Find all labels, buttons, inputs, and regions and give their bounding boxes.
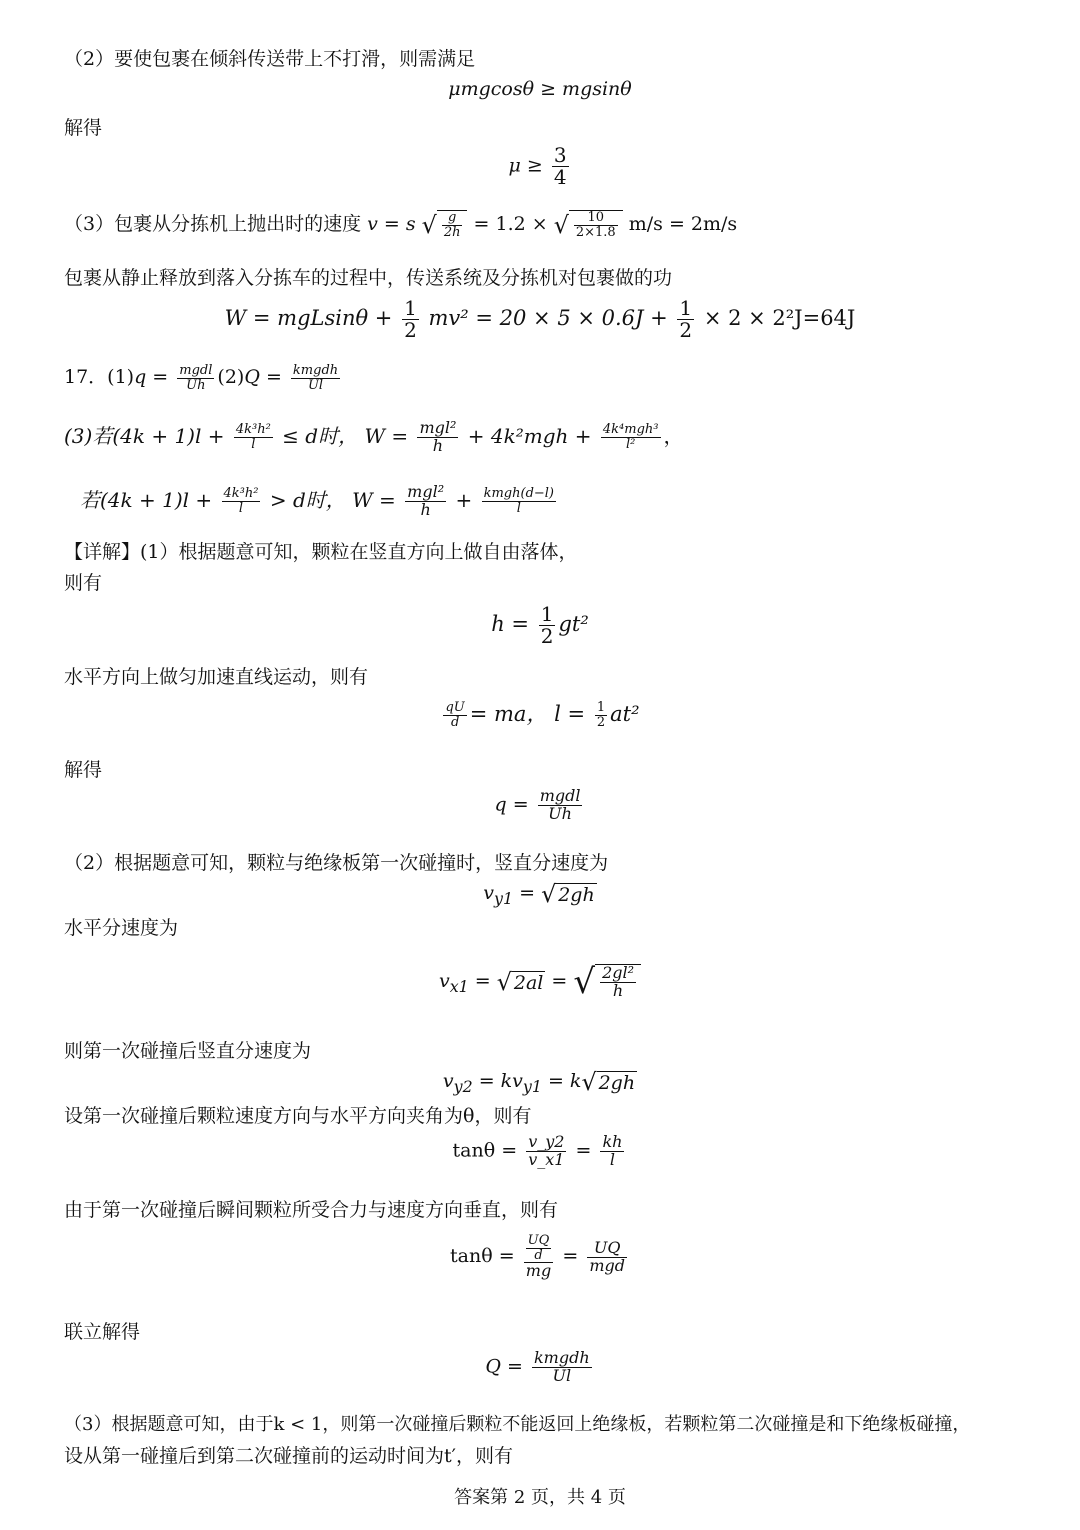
text-line-part3: （3）根据题意可知，由于k < 1，则第一次碰撞后颗粒不能返回上绝缘板，若颗粒第二次碰撞是和下绝缘板碰撞，: [64, 1414, 971, 1435]
fraction: $\frac{\text{4k³h²}}{l}$: [223, 486, 259, 516]
eq-vy2-sub: y2: [453, 1076, 473, 1096]
eq-l-lhs: l =: [554, 702, 586, 726]
text-line-perpendicular: 由于第一次碰撞后瞬间颗粒所受合力与速度方向垂直，则有: [64, 1199, 559, 1221]
case2-plus: +: [455, 488, 473, 512]
answer-17-part3-case2: [80, 484, 559, 519]
eq-vx1-v: v: [438, 970, 450, 992]
eq-tan2-eq: =: [562, 1245, 579, 1268]
eq-work-part-b: mv² = 20 × 5 × 0.6J +: [428, 306, 668, 330]
eq-force-ma: = ma，: [469, 702, 548, 726]
eq-vy1-eq: =: [519, 882, 536, 904]
case2-condition: 若(4k + 1)l +: [80, 488, 213, 512]
case1-ineq: ≤ d时，: [282, 424, 359, 448]
equation-vx1: [0, 962, 1080, 1002]
eq-work-part-a: W = mgLsinθ +: [224, 306, 393, 330]
page-footer: 答案第 2 页，共 4 页: [454, 1487, 626, 1508]
sqrt-term: 2gh: [558, 883, 595, 906]
equation-vy1: [0, 880, 1080, 908]
fraction-half: $\frac{1}{2}$: [596, 700, 606, 730]
sqrt-term: 2al: [513, 971, 544, 994]
text-line-jiede-1: 解得: [64, 117, 103, 139]
ans-q-lhs: q =: [134, 366, 169, 388]
equation-force: [0, 698, 1080, 730]
text-line-velocity: [64, 209, 737, 240]
velocity-eq-mid: = 1.2 ×: [473, 213, 548, 235]
fraction: $\frac{UQ}{d}$: [527, 1233, 550, 1263]
sqrt-sign: √: [496, 968, 512, 996]
ans-part2-label: (2): [217, 366, 245, 388]
text-line-part2: （2）根据题意可知，颗粒与绝缘板第一次碰撞时，竖直分速度为: [64, 852, 609, 874]
fraction-half: $\frac{1}{2}$: [404, 296, 417, 342]
equation-mu: [0, 145, 1080, 188]
eq-h-rhs: gt²: [558, 612, 589, 636]
eq-vy2-k: = k: [547, 1070, 582, 1092]
equation-h: [0, 604, 1080, 647]
fraction: $\frac{\text{2gl²}}{h}$: [602, 963, 635, 1000]
equation-vy2: [0, 1068, 1080, 1096]
fraction: $\frac{\text{kmgh(d−l)}}{l}$: [483, 486, 555, 516]
text-line-zeyou-1: 则有: [64, 572, 103, 594]
fraction: $\frac{\text{mgl²}}{h}$: [419, 418, 457, 455]
compound-fraction: $\frac{\frac{UQ}{d}}{mg}$: [524, 1234, 554, 1280]
eq-vy1-sub: y1: [494, 888, 514, 908]
eq-tan1-lhs: tanθ =: [452, 1139, 518, 1162]
equation-tan-2: [0, 1234, 1080, 1280]
detail-heading: 【详解】(1）根据题意可知，颗粒在竖直方向上做自由落体，: [64, 541, 578, 563]
fraction: $\frac{\text{mgl²}}{h}$: [407, 482, 445, 519]
fraction: $\frac{v\_y2}{v\_x1}$: [528, 1132, 565, 1169]
question-number: 17．(1): [64, 366, 135, 388]
eq-vy2-kv: = kv: [478, 1070, 523, 1092]
text-line-horizontal: 水平方向上做匀加速直线运动，则有: [64, 666, 369, 688]
text-line-vx: 水平分速度为: [64, 917, 179, 939]
text-line-vy2: 则第一次碰撞后竖直分速度为: [64, 1040, 312, 1062]
eq-vy2-sub2: y1: [522, 1076, 542, 1096]
fraction-half: $\frac{1}{2}$: [540, 602, 554, 648]
case1-end: ，: [663, 424, 684, 448]
fraction: $\frac{g}{2h}$: [443, 210, 461, 240]
eq-vx1-eq2: =: [551, 970, 568, 992]
eq-q-lhs: q =: [494, 793, 529, 816]
fraction: $\frac{kh}{l}$: [602, 1132, 623, 1169]
equation-1: μmgcosθ ≥ mgsinθ: [448, 78, 632, 100]
eq-vy2-v: v: [442, 1070, 454, 1092]
case2-ineq: > d时，: [269, 488, 346, 512]
eq-Q-lhs: Q =: [485, 1355, 523, 1378]
fraction: $\frac{3}{4}$: [553, 143, 567, 189]
velocity-text: （3）包裹从分拣机上抛出时的速度: [64, 213, 362, 235]
eq-mu-lhs: μ ≥: [508, 154, 543, 177]
equation-work: [0, 298, 1080, 341]
text-line-work: 包裹从静止释放到落入分拣车的过程中，传送系统及分拣机对包裹做的功: [64, 267, 673, 289]
ans-Q-lhs: Q =: [244, 366, 282, 388]
fraction: $\frac{qU}{d}$: [445, 700, 465, 730]
fraction: $\frac{UQ}{\text{mgd}}$: [589, 1237, 625, 1275]
sqrt-sign: √: [421, 211, 437, 239]
fraction: $\frac{\text{mgdl}}{Uh}$: [179, 362, 213, 393]
fraction: $\frac{10}{2\times 1.8}$: [575, 210, 616, 240]
sqrt-sign: √: [581, 1068, 597, 1096]
text-line-tprime: 设从第一碰撞后到第二次碰撞前的运动时间为t′，则有: [64, 1445, 513, 1467]
eq-h-lhs: h =: [491, 612, 530, 636]
sqrt-term: [595, 964, 641, 1000]
case1-W-lhs: W =: [364, 424, 409, 448]
velocity-eq-end: m/s = 2m/s: [628, 213, 738, 235]
equation-q: [0, 788, 1080, 823]
case1-condition: (3)若(4k + 1)l +: [64, 424, 225, 448]
sqrt-term: [569, 210, 623, 239]
fraction: $\frac{\text{kmgdh}}{Ul}$: [533, 1348, 590, 1385]
eq-vx1-eq: =: [474, 970, 491, 992]
eq-l-rhs: at²: [610, 702, 640, 726]
text-line-1: （2）要使包裹在倾斜传送带上不打滑，则需满足: [64, 48, 476, 70]
text-line-theta: 设第一次碰撞后颗粒速度方向与水平方向夹角为θ，则有: [64, 1105, 532, 1127]
velocity-eq-start: v = s: [367, 213, 416, 235]
text-line-lianli: 联立解得: [64, 1321, 141, 1343]
fraction: $\frac{\text{mgdl}}{Uh}$: [539, 786, 581, 823]
answer-17-summary: [64, 362, 343, 392]
text-line-jiede-2: 解得: [64, 759, 103, 781]
answer-17-part3-case1: [64, 420, 684, 455]
equation-tan-1: [0, 1134, 1080, 1169]
sqrt-sign: √: [573, 962, 596, 1002]
fraction-half: $\frac{1}{2}$: [679, 296, 693, 342]
fraction: $\frac{\text{kmgdh}}{Ul}$: [292, 362, 339, 393]
eq-work-part-c: × 2 × 2²J=64J: [703, 306, 856, 330]
case1-mid: + 4k²mgh +: [467, 424, 592, 448]
fraction: $\frac{\text{4k⁴mgh³}}{\text{l²}}$: [602, 422, 659, 452]
fraction: $\frac{\text{4k³h²}}{l}$: [235, 422, 271, 452]
sqrt-sign: √: [553, 211, 569, 239]
eq-vy1-v: v: [483, 882, 495, 904]
eq-vx1-sub: x1: [449, 976, 469, 996]
equation-Q: [0, 1350, 1080, 1385]
eq-tan2-lhs: tanθ =: [450, 1245, 515, 1268]
eq-tan1-eq: =: [575, 1139, 592, 1162]
sqrt-term: 2gh: [598, 1071, 636, 1094]
sqrt-sign: √: [541, 880, 557, 908]
sqrt-term: [437, 210, 468, 239]
case2-W-lhs: W =: [352, 488, 396, 512]
